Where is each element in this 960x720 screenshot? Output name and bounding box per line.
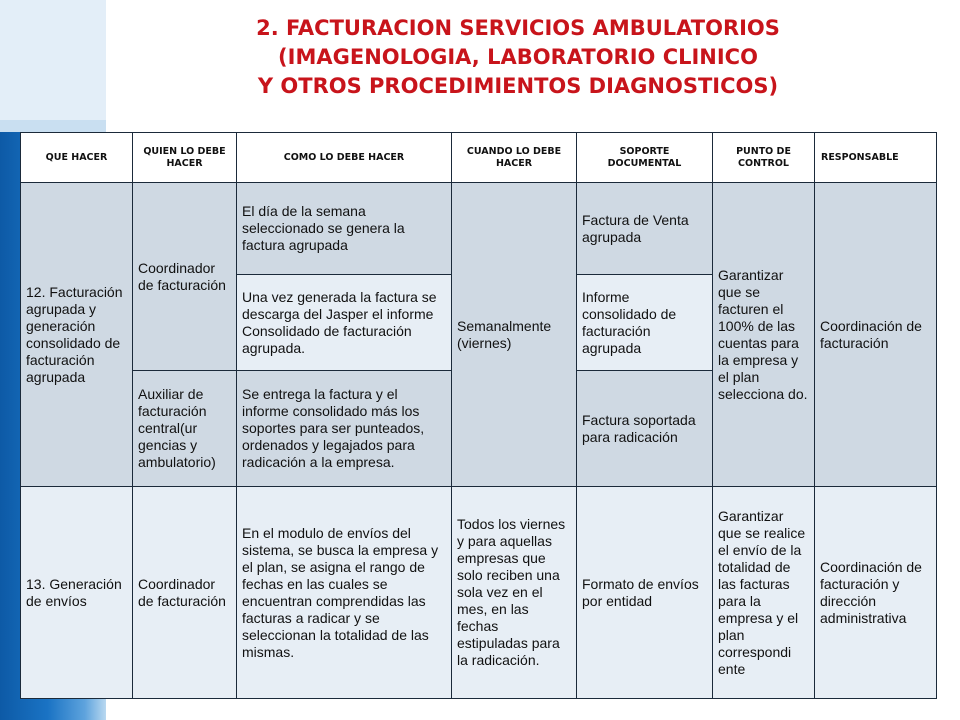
cell-que-13: 13. Generación de envíos [21,487,133,699]
cell-quien-13: Coordinador de facturación [133,487,237,699]
cell-soporte-13: Formato de envíos por entidad [577,487,713,699]
title-line-1: 2. FACTURACION SERVICIOS AMBULATORIOS [256,16,780,40]
header-responsable: RESPONSABLE [815,133,937,183]
table-row [21,183,937,275]
cell-quien-12a: Coordinador de facturación [133,183,237,371]
cell-punto-13: Garantizar que se realice el envío de la totalidad de las facturas para la empresa y el plan correspondi ente [713,487,815,699]
cell-responsable-13: Coordinación de facturación y dirección administrativa [815,487,937,699]
sidebar-band [0,120,106,132]
page-title [106,14,930,101]
cell-soporte-12c: Factura soportada para radicación [577,371,713,487]
process-table [20,132,937,699]
header-row [21,133,937,183]
header-como: COMO LO DEBE HACER [237,133,452,183]
header-cuando: CUANDO LO DEBE HACER [452,133,577,183]
cell-cuando-13: Todos los viernes y para aquellas empresas que solo reciben una sola vez en el mes, en las fechas estipuladas para la radicación. [452,487,577,699]
cell-cuando-12: Semanalmente (viernes) [452,183,577,487]
cell-como-12b: Una vez generada la factura se descarga del Jasper el informe Consolidado de facturación agrupada. [237,275,452,371]
cell-como-12a: El día de la semana seleccionado se genera la factura agrupada [237,183,452,275]
cell-responsable-12: Coordinación de facturación [815,183,937,487]
cell-como-12c: Se entrega la factura y el informe consolidado más los soportes para ser punteados, ordenados y legajados para radicación a la empresa. [237,371,452,487]
header-soporte: SOPORTE DOCUMENTAL [577,133,713,183]
header-que-hacer: QUE HACER [21,133,133,183]
header-quien: QUIEN LO DEBE HACER [133,133,237,183]
header-punto: PUNTO DE CONTROL [713,133,815,183]
cell-quien-12b: Auxiliar de facturación central(ur gencias y ambulatorio) [133,371,237,487]
sidebar-panel [0,0,106,120]
table-row [21,487,937,699]
cell-soporte-12a: Factura de Venta agrupada [577,183,713,275]
title-line-3: Y OTROS PROCEDIMIENTOS DIAGNOSTICOS) [257,74,779,98]
cell-como-13: En el modulo de envíos del sistema, se busca la empresa y el plan, se asigna el rango de fechas en las cuales se encuentran comprendidas las facturas a radicar y se seleccionan la totalidad de las mismas. [237,487,452,699]
cell-punto-12: Garantizar que se facturen el 100% de las cuentas para la empresa y el plan selecciona do. [713,183,815,487]
cell-que-12: 12. Facturación agrupada y generación consolidado de facturación agrupada [21,183,133,487]
cell-soporte-12b: Informe consolidado de facturación agrupada [577,275,713,371]
title-line-2: (IMAGENOLOGIA, LABORATORIO CLINICO [278,45,758,69]
